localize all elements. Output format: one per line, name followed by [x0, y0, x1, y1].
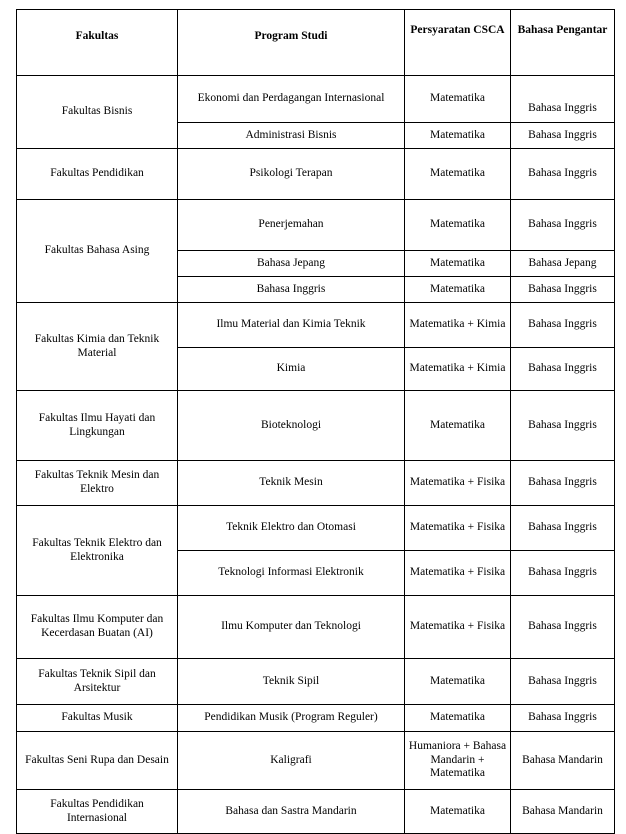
- cell-fakultas: Fakultas Teknik Sipil dan Arsitektur: [17, 659, 178, 705]
- cell-program: Teknologi Informasi Elektronik: [178, 551, 405, 596]
- cell-program: Penerjemahan: [178, 200, 405, 251]
- table-row: [17, 149, 615, 200]
- cell-csca: Matematika: [405, 200, 511, 251]
- cell-bahasa: Bahasa Inggris: [511, 303, 615, 348]
- cell-csca: Matematika: [405, 251, 511, 277]
- cell-bahasa: Bahasa Inggris: [511, 461, 615, 506]
- cell-fakultas: Fakultas Pendidikan Internasional: [17, 790, 178, 834]
- cell-csca: Matematika + Kimia: [405, 348, 511, 391]
- cell-program: Teknik Mesin: [178, 461, 405, 506]
- cell-bahasa: Bahasa Inggris: [511, 76, 615, 123]
- cell-fakultas: Fakultas Musik: [17, 705, 178, 732]
- table-row: [17, 391, 615, 461]
- cell-csca: Matematika: [405, 277, 511, 303]
- cell-program: Bioteknologi: [178, 391, 405, 461]
- cell-program: Bahasa Jepang: [178, 251, 405, 277]
- program-table: [16, 9, 615, 834]
- cell-program: Teknik Sipil: [178, 659, 405, 705]
- header-bahasa-pengantar: Bahasa Pengantar: [511, 10, 615, 76]
- cell-bahasa: Bahasa Jepang: [511, 251, 615, 277]
- cell-program: Administrasi Bisnis: [178, 123, 405, 149]
- cell-csca: Matematika: [405, 123, 511, 149]
- cell-program: Kimia: [178, 348, 405, 391]
- cell-bahasa: Bahasa Inggris: [511, 391, 615, 461]
- table-row: [17, 303, 615, 348]
- header-persyaratan-csca: Persyaratan CSCA: [405, 10, 511, 76]
- cell-fakultas: Fakultas Teknik Elektro dan Elektronika: [17, 506, 178, 596]
- cell-program: Pendidikan Musik (Program Reguler): [178, 705, 405, 732]
- program-table-container: [16, 9, 614, 824]
- cell-bahasa: Bahasa Inggris: [511, 277, 615, 303]
- cell-program: Bahasa dan Sastra Mandarin: [178, 790, 405, 834]
- cell-csca: Matematika: [405, 705, 511, 732]
- header-program-studi: Program Studi: [178, 10, 405, 76]
- cell-csca: Matematika + Kimia: [405, 303, 511, 348]
- table-row: [17, 659, 615, 705]
- table-row: [17, 790, 615, 834]
- cell-csca: Matematika: [405, 149, 511, 200]
- table-row: [17, 705, 615, 732]
- table-row: [17, 596, 615, 659]
- cell-program: Ekonomi dan Perdagangan Internasional: [178, 76, 405, 123]
- cell-csca: Matematika + Fisika: [405, 461, 511, 506]
- cell-fakultas: Fakultas Pendidikan: [17, 149, 178, 200]
- cell-bahasa: Bahasa Inggris: [511, 659, 615, 705]
- cell-csca: Matematika + Fisika: [405, 506, 511, 551]
- cell-bahasa: Bahasa Inggris: [511, 705, 615, 732]
- cell-bahasa: Bahasa Inggris: [511, 551, 615, 596]
- table-row: [17, 76, 615, 123]
- cell-bahasa: Bahasa Inggris: [511, 123, 615, 149]
- cell-bahasa: Bahasa Inggris: [511, 506, 615, 551]
- header-row: [17, 10, 615, 76]
- cell-program: Bahasa Inggris: [178, 277, 405, 303]
- cell-fakultas: Fakultas Ilmu Komputer dan Kecerdasan Buatan (AI): [17, 596, 178, 659]
- table-row: [17, 732, 615, 790]
- cell-bahasa: Bahasa Inggris: [511, 149, 615, 200]
- table-row: [17, 200, 615, 251]
- cell-csca: Matematika: [405, 76, 511, 123]
- cell-fakultas: Fakultas Seni Rupa dan Desain: [17, 732, 178, 790]
- table-row: [17, 461, 615, 506]
- cell-fakultas: Fakultas Kimia dan Teknik Material: [17, 303, 178, 391]
- cell-fakultas: Fakultas Ilmu Hayati dan Lingkungan: [17, 391, 178, 461]
- cell-bahasa: Bahasa Mandarin: [511, 790, 615, 834]
- cell-program: Teknik Elektro dan Otomasi: [178, 506, 405, 551]
- header-fakultas: Fakultas: [17, 10, 178, 76]
- table-row: [17, 506, 615, 551]
- cell-csca: Matematika + Fisika: [405, 596, 511, 659]
- table-body: [17, 76, 615, 834]
- cell-bahasa: Bahasa Inggris: [511, 596, 615, 659]
- cell-csca: Matematika + Fisika: [405, 551, 511, 596]
- cell-program: Kaligrafi: [178, 732, 405, 790]
- cell-bahasa: Bahasa Inggris: [511, 200, 615, 251]
- cell-fakultas: Fakultas Teknik Mesin dan Elektro: [17, 461, 178, 506]
- cell-csca: Matematika: [405, 391, 511, 461]
- cell-csca: Matematika: [405, 790, 511, 834]
- cell-bahasa: Bahasa Mandarin: [511, 732, 615, 790]
- cell-csca: Humaniora + Bahasa Mandarin + Matematika: [405, 732, 511, 790]
- cell-fakultas: Fakultas Bahasa Asing: [17, 200, 178, 303]
- cell-program: Psikologi Terapan: [178, 149, 405, 200]
- cell-csca: Matematika: [405, 659, 511, 705]
- cell-program: Ilmu Material dan Kimia Teknik: [178, 303, 405, 348]
- cell-program: Ilmu Komputer dan Teknologi: [178, 596, 405, 659]
- cell-fakultas: Fakultas Bisnis: [17, 76, 178, 149]
- cell-bahasa: Bahasa Inggris: [511, 348, 615, 391]
